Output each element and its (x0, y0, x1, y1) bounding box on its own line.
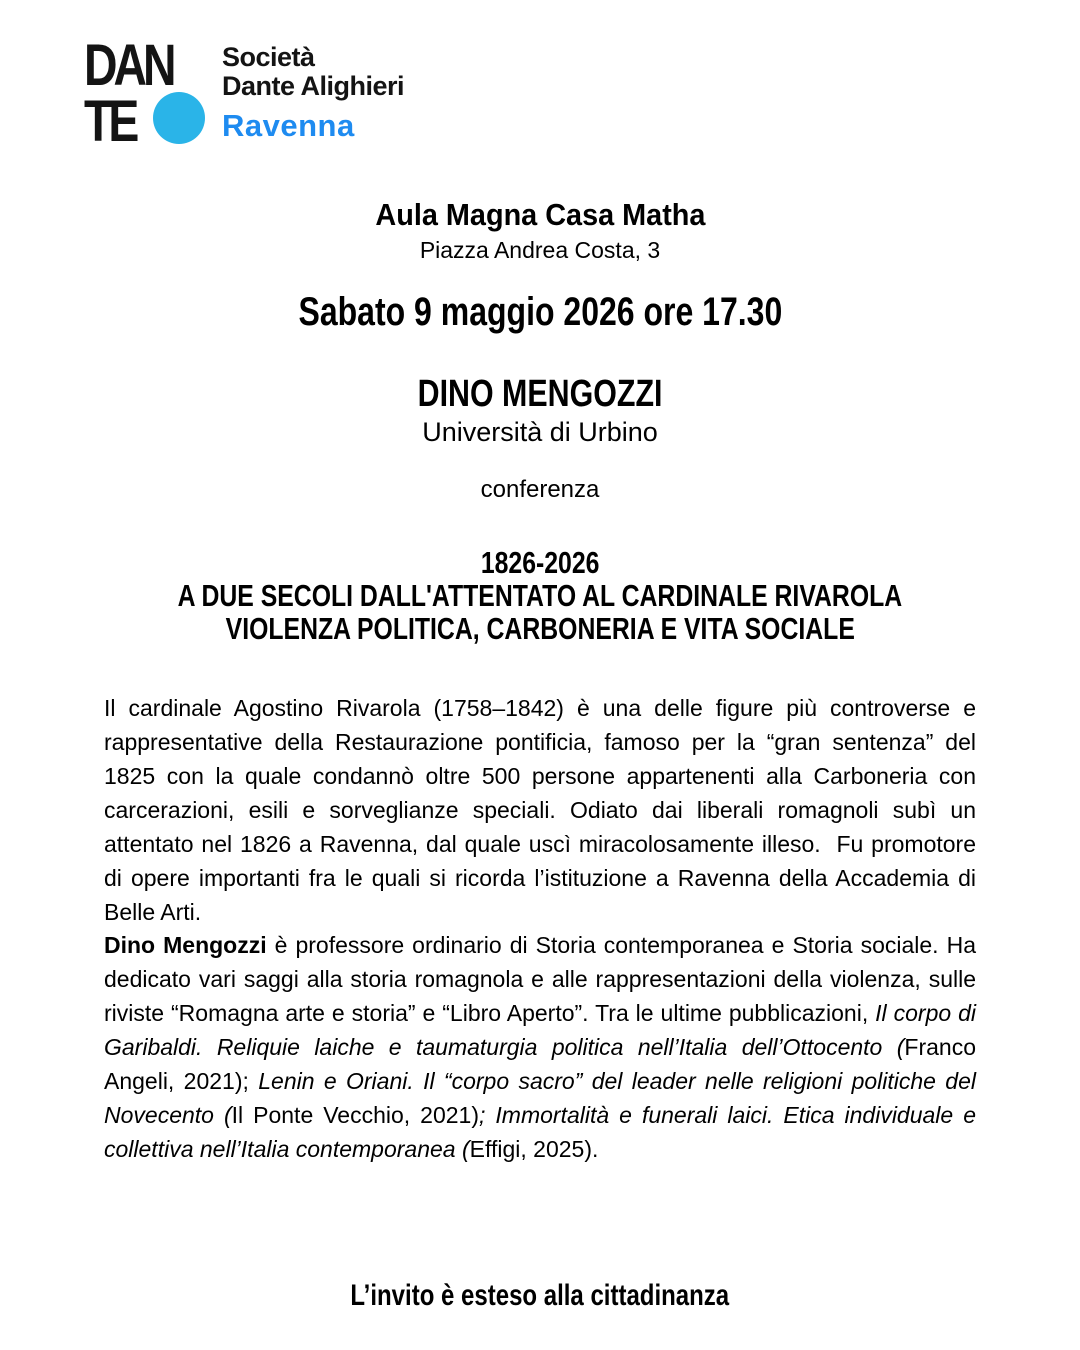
logo-mark-line1: DAN (84, 37, 173, 99)
speaker-name-text: DINO MENGOZZI (417, 373, 663, 415)
invitation-text: L’invito è esteso alla cittadinanza (350, 1279, 730, 1312)
invitation-line (0, 1279, 1080, 1313)
venue-name (0, 197, 1080, 233)
speaker-affiliation-text: Università di Urbino (422, 417, 658, 447)
event-type-text: conferenza (480, 476, 600, 503)
speaker-affiliation (0, 417, 1080, 448)
logo-mark-line2: TE (84, 89, 136, 145)
venue-address-text: Piazza Andrea Costa, 3 (419, 237, 661, 263)
text-run-normal: Effigi, 2025). (469, 1136, 599, 1162)
venue-address (0, 237, 1080, 264)
logo-org-text (222, 37, 404, 144)
talk-title-line3: VIOLENZA POLITICA, CARBONERIA E VITA SOCIALE (225, 611, 855, 646)
text-run-italic: ; Immortalità e funerali laici. Etica individuale e collettiva nell’Italia contemporanea ( (104, 1102, 976, 1162)
paragraph-speaker-bio (104, 928, 976, 1166)
org-name-line1: Società (222, 42, 315, 72)
chapter-name: Ravenna (222, 108, 355, 143)
logo-dot-icon (153, 92, 205, 144)
dante-logo-mark (84, 37, 212, 145)
org-name-line2: Dante Alighieri (222, 71, 405, 101)
text-run-normal: Franco Angeli, 2021); (104, 1034, 976, 1094)
venue-name-text: Aula Magna Casa Matha (374, 197, 706, 232)
talk-title (0, 546, 1080, 645)
text-run-italic: Lenin e Oriani. Il “corpo sacro” del leader nelle religioni politiche del Novecento ( (104, 1068, 976, 1128)
talk-title-line1: 1826-2026 (480, 545, 600, 580)
event-datetime (0, 290, 1080, 335)
speaker-name (0, 373, 1080, 416)
text-run-italic: Il corpo di Garibaldi. Reliquie laiche e taumaturgia politica nell’Italia dell’Ottocento ( (104, 1000, 977, 1060)
text-run-normal: Il Ponte Vecchio, 2021) (231, 1102, 480, 1128)
talk-title-line2: A DUE SECOLI DALL'ATTENTATO AL CARDINALE RIVAROLA (177, 578, 903, 613)
event-datetime-text: Sabato 9 maggio 2026 ore 17.30 (298, 290, 782, 334)
paragraph-rivarola-bio: Il cardinale Agostino Rivarola (1758–1842) è una delle figure più controverse e rappresentative della Restaurazione pontificia, famoso per la “gran sentenza” del 1825 con la quale condannò oltre 500 persone appartenenti alla Carboneria con carcerazioni, esili e sorveglianze speciali. Odiato dai liberali romagnoli subì un attentato nel 1826 a Ravenna, dal quale uscì miracolosamente illeso. Fu promotore di opere importanti fra le quali si ricorda l’istituzione a Ravenna della Accademia di Belle Arti. (104, 695, 976, 925)
text-run-normal: è professore ordinario di Storia contemporanea e Storia sociale. Ha dedicato vari saggi alla storia romagnola e alle rappresentazioni della violenza, sulle riviste “Romagna arte e storia” e “Libro Aperto”. Tra le ultime pubblicazioni, (104, 932, 976, 1026)
event-type (0, 476, 1080, 504)
text-run-bold: Dino Mengozzi (104, 932, 267, 958)
logo (84, 37, 404, 145)
